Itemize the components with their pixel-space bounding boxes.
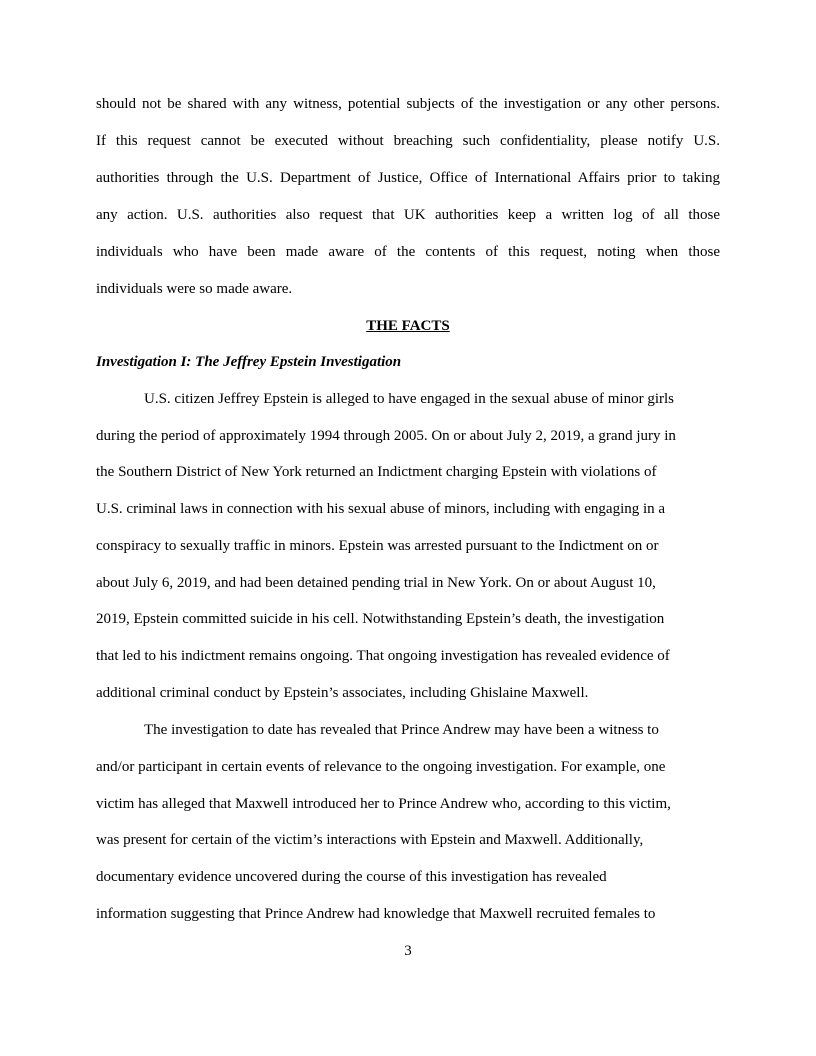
- paragraph-line: and/or participant in certain events of relevance to the ongoing investigation. For example, one: [96, 759, 666, 775]
- paragraph-line: any action. U.S. authorities also request that UK authorities keep a written log of all those: [96, 207, 720, 223]
- section-heading: THE FACTS: [366, 318, 450, 334]
- paragraph-line: additional criminal conduct by Epstein’s associates, including Ghislaine Maxwell.: [96, 685, 589, 701]
- paragraph-line: documentary evidence uncovered during the course of this investigation has revealed: [96, 869, 607, 885]
- paragraph-line: The investigation to date has revealed that Prince Andrew may have been a witness to: [144, 722, 659, 738]
- paragraph-line: conspiracy to sexually traffic in minors. Epstein was arrested pursuant to the Indictment on or: [96, 538, 659, 554]
- paragraph-line: If this request cannot be executed without breaching such confidentiality, please notify U.S.: [96, 133, 720, 149]
- paragraph-line: was present for certain of the victim’s interactions with Epstein and Maxwell. Additionally,: [96, 832, 644, 848]
- page-number: 3: [404, 943, 412, 959]
- paragraph-line: information suggesting that Prince Andrew had knowledge that Maxwell recruited females to: [96, 906, 656, 922]
- paragraph-line: individuals who have been made aware of the contents of this request, noting when those: [96, 244, 720, 260]
- paragraph-line: individuals were so made aware.: [96, 281, 293, 297]
- paragraph-line: U.S. criminal laws in connection with his sexual abuse of minors, including with engaging in a: [96, 501, 666, 517]
- paragraph-line: U.S. citizen Jeffrey Epstein is alleged to have engaged in the sexual abuse of minor girls: [144, 391, 674, 407]
- paragraph-line: 2019, Epstein committed suicide in his cell. Notwithstanding Epstein’s death, the investigation: [96, 611, 665, 627]
- paragraph-line: victim has alleged that Maxwell introduced her to Prince Andrew who, according to this victim,: [96, 796, 671, 812]
- paragraph-line: that led to his indictment remains ongoing. That ongoing investigation has revealed evidence of: [96, 648, 670, 664]
- paragraph-line: about July 6, 2019, and had been detained pending trial in New York. On or about August 10,: [96, 575, 656, 591]
- subheading: Investigation I: The Jeffrey Epstein Investigation: [96, 354, 402, 370]
- paragraph-line: should not be shared with any witness, potential subjects of the investigation or any other persons.: [96, 96, 720, 112]
- paragraph-line: authorities through the U.S. Department of Justice, Office of International Affairs prior to taking: [96, 170, 720, 186]
- paragraph-line: during the period of approximately 1994 through 2005. On or about July 2, 2019, a grand jury in: [96, 428, 676, 444]
- paragraph-line: the Southern District of New York returned an Indictment charging Epstein with violations of: [96, 464, 657, 480]
